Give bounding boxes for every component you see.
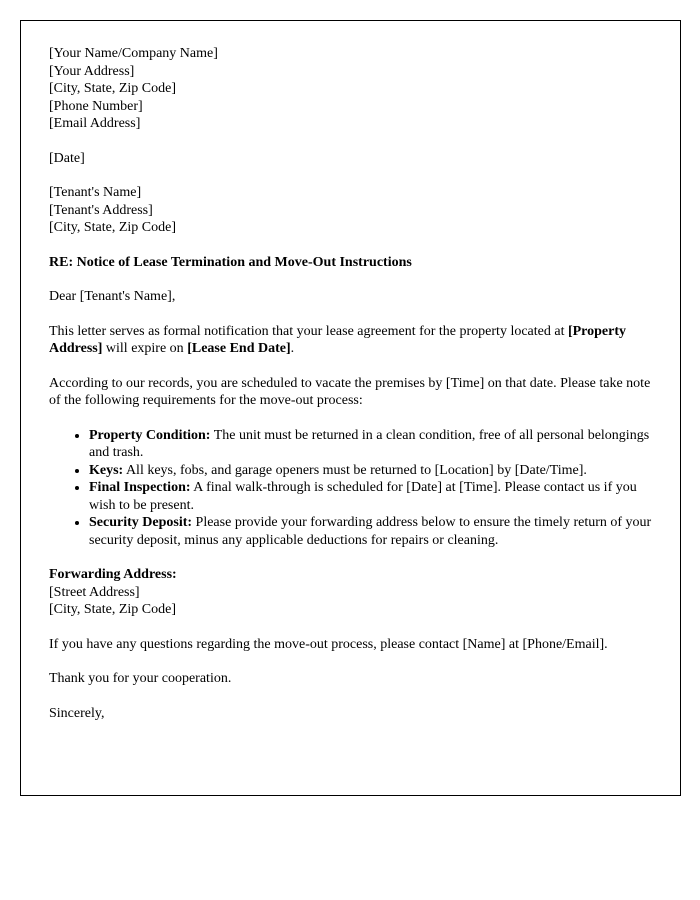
paragraph-thanks: Thank you for your cooperation. (49, 671, 232, 686)
bullet-label: Keys: (89, 462, 124, 478)
property-address-placeholder: [Property Address] (49, 323, 627, 356)
forwarding-street: [Street Address] (49, 584, 140, 600)
date-line: [Date] (49, 150, 85, 166)
sender-block (49, 45, 652, 133)
bullet-text: A final walk-through is scheduled for [Date] at [Time]. Please contact us if you wish to be present. (89, 480, 637, 513)
recipient-address: [Tenant's Address] (49, 202, 153, 218)
lease-end-date-placeholder: [Lease End Date] (187, 341, 291, 356)
forwarding-address-block (49, 566, 652, 619)
sender-address: [Your Address] (49, 63, 135, 79)
list-item-property-condition (89, 427, 652, 462)
paragraph-notification (49, 323, 652, 358)
recipient-block (49, 184, 652, 237)
bullet-text: Please provide your forwarding address below to ensure the timely return of your security deposit, minus any applicable deductions for repairs or cleaning. (89, 515, 652, 548)
forwarding-city-state-zip: [City, State, Zip Code] (49, 602, 177, 617)
sender-phone: [Phone Number] (49, 98, 143, 114)
list-item-keys (89, 462, 652, 480)
recipient-city-state-zip: [City, State, Zip Code] (49, 220, 177, 235)
notification-text-2: will expire on (102, 341, 188, 356)
bullet-text: All keys, fobs, and garage openers must be returned to [Location] by [Date/Time]. (123, 462, 587, 478)
bullet-text: The unit must be returned in a clean condition, free of all personal belongings and trash. (89, 427, 650, 460)
paragraph-vacate: According to our records, you are scheduled to vacate the premises by [Time] on that date. Please take note of the following requirements for the move-out process: (49, 375, 651, 408)
list-item-final-inspection (89, 479, 652, 514)
sender-name: [Your Name/Company Name] (49, 46, 218, 61)
paragraph-questions: If you have any questions regarding the move-out process, please contact [Name] at [Phone/Email]. (49, 636, 608, 652)
bullet-label: Final Inspection: (89, 480, 191, 495)
forwarding-address-heading: Forwarding Address: (49, 567, 177, 582)
bullet-label: Property Condition: (89, 427, 211, 443)
bullet-label: Security Deposit: (89, 515, 193, 530)
sender-email: [Email Address] (49, 116, 141, 131)
subject-line: RE: Notice of Lease Termination and Move-Out Instructions (49, 254, 412, 270)
lease-termination-letter (20, 20, 681, 796)
notification-text-1: This letter serves as formal notification that your lease agreement for the property located at (49, 323, 568, 339)
sender-city-state-zip: [City, State, Zip Code] (49, 81, 177, 96)
notification-text-3: . (290, 341, 295, 356)
list-item-security-deposit (89, 514, 652, 549)
recipient-name: [Tenant's Name] (49, 185, 142, 200)
closing: Sincerely, (49, 705, 105, 721)
salutation: Dear [Tenant's Name], (49, 289, 176, 304)
moveout-requirements-list (49, 427, 652, 550)
